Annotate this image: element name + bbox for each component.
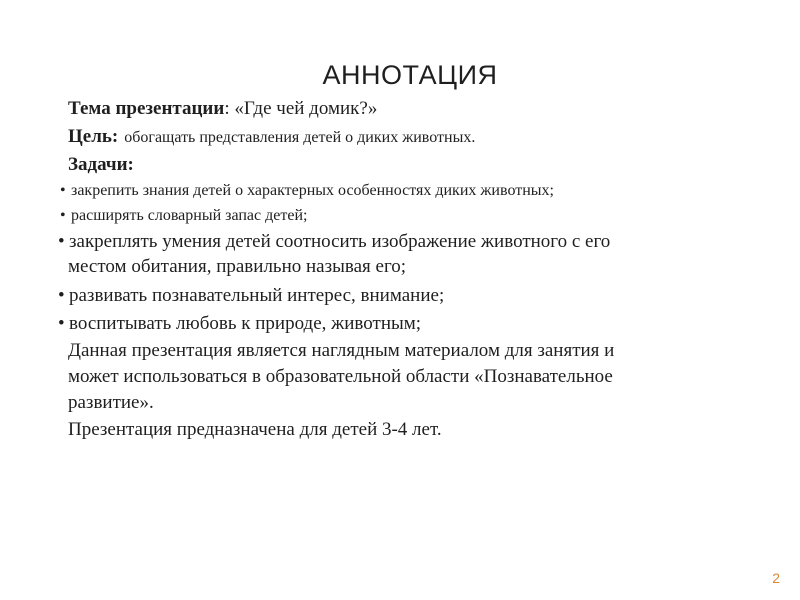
task-item-continuation	[68, 256, 406, 278]
description-line: Презентация предназначена для детей 3-4 лет.	[68, 419, 442, 440]
task-item	[60, 207, 307, 225]
task-text: воспитывать любовь к природе, животным;	[69, 313, 422, 334]
tasks-label: Задачи:	[68, 154, 134, 175]
page-number: 2	[772, 570, 780, 586]
bullet-icon: •	[58, 285, 65, 306]
description-line: может использоваться в образовательной области «Познавательное	[68, 366, 613, 387]
task-item	[58, 313, 421, 335]
topic-line	[68, 98, 377, 120]
tasks-heading	[68, 154, 134, 176]
bullet-icon: •	[58, 231, 65, 252]
task-item	[60, 182, 554, 200]
goal-value: обогащать представления детей о диких животных.	[124, 129, 476, 146]
task-text: местом обитания, правильно называя его;	[68, 256, 407, 277]
topic-value: «Где чей домик?»	[234, 98, 378, 119]
task-item	[58, 285, 444, 307]
slide-title: АННОТАЦИЯ	[322, 60, 498, 90]
topic-label: Тема презентации	[68, 98, 225, 119]
task-item	[58, 231, 610, 253]
bullet-icon: •	[60, 182, 66, 199]
task-text: развивать познавательный интерес, внимание;	[69, 285, 445, 306]
task-text: расширять словарный запас детей;	[71, 207, 308, 224]
bullet-icon: •	[58, 313, 65, 334]
description-line: Данная презентация является наглядным материалом для занятия и	[68, 340, 615, 361]
description-line: развитие».	[68, 392, 154, 413]
bullet-icon: •	[60, 207, 66, 224]
topic-separator: :	[224, 98, 235, 119]
task-text: закреплять умения детей соотносить изображение животного с его	[69, 231, 611, 252]
goal-label: Цель:	[68, 126, 119, 147]
goal-line	[68, 126, 475, 148]
task-text: закрепить знания детей о характерных особенностях диких животных;	[71, 182, 554, 199]
